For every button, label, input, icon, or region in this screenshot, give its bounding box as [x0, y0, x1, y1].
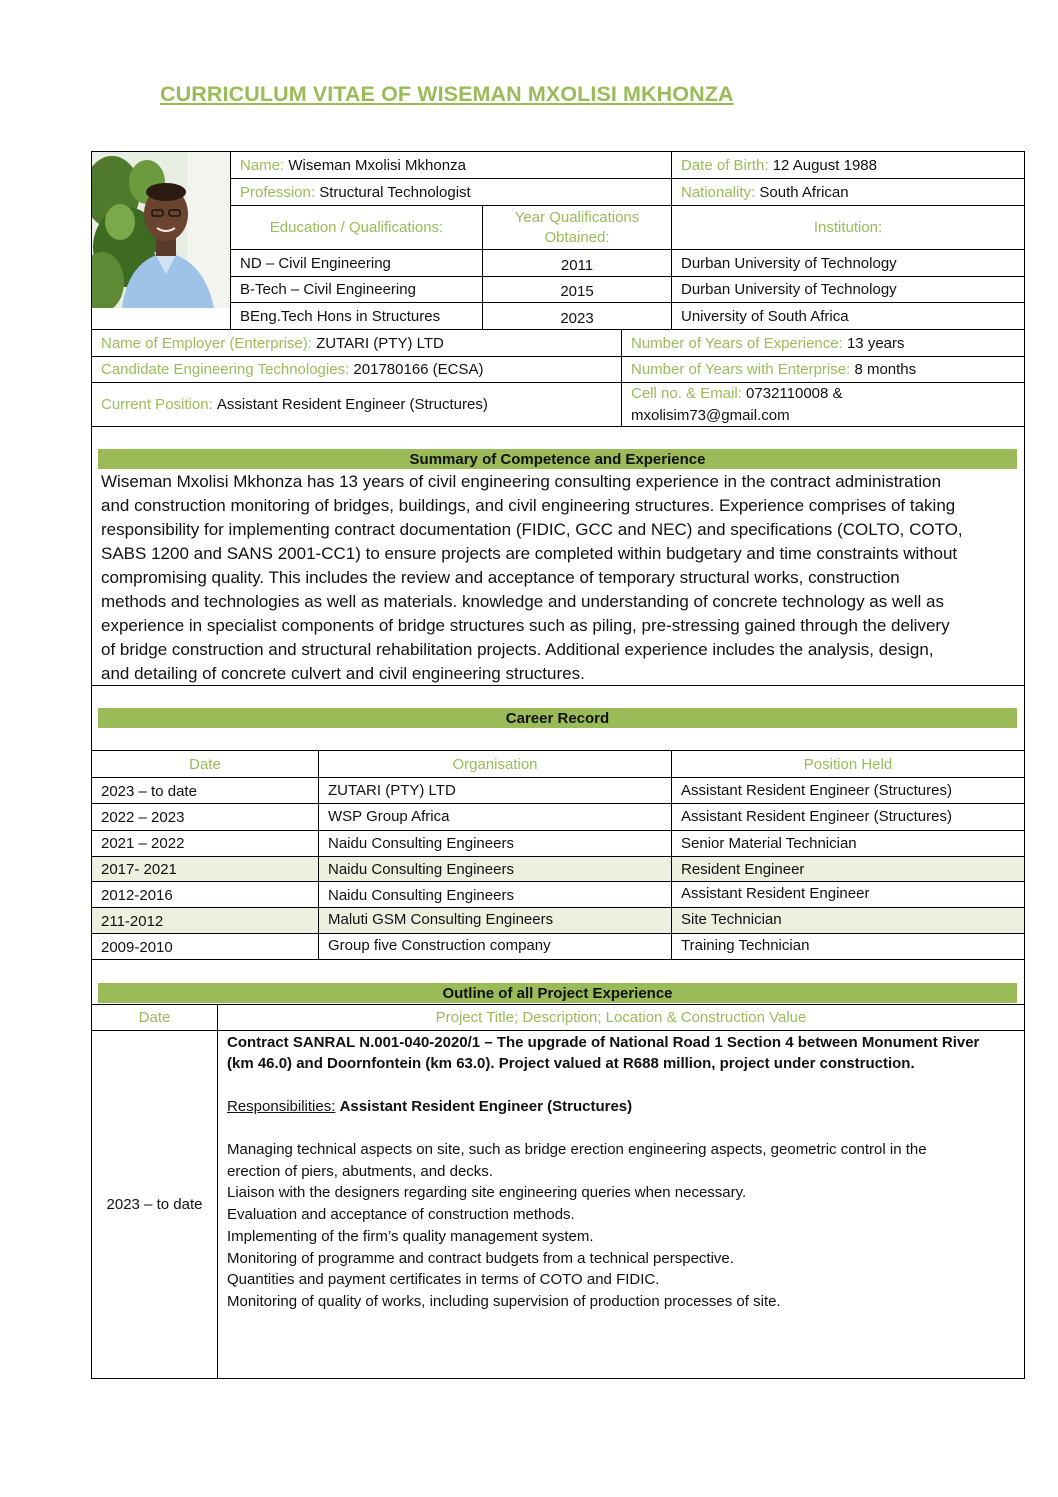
- career-position: Assistant Resident Engineer (Structures): [681, 807, 952, 825]
- summary-line: experience in specialist components of bridge structures such as piling, pre-stressing gained through the delivery: [101, 616, 950, 635]
- employer-value: ZUTARI (PTY) LTD: [316, 334, 444, 352]
- page-title: CURRICULUM VITAE OF WISEMAN MXOLISI MKHONZA: [160, 82, 734, 106]
- name-label: Name:: [240, 156, 285, 174]
- edu-qualification: ND – Civil Engineering: [240, 254, 391, 272]
- summary-heading: Summary of Competence and Experience: [98, 449, 1017, 469]
- summary-line: Wiseman Mxolisi Mkhonza has 13 years of civil engineering consulting experience in the contract administration: [101, 472, 942, 491]
- duty-line: Monitoring of programme and contract budgets from a technical perspective.: [227, 1249, 734, 1267]
- summary-line: SABS 1200 and SANS 2001-CC1) to ensure projects are completed within budgetary and time constraints without: [101, 544, 958, 563]
- career-date: 211-2012: [101, 912, 164, 930]
- experience-value: 13 years: [846, 334, 905, 352]
- duty-line: Evaluation and acceptance of construction methods.: [227, 1206, 575, 1224]
- nationality-label: Nationality:: [681, 183, 756, 201]
- position-value: Assistant Resident Engineer (Structures): [216, 396, 488, 413]
- project-duties: [227, 1139, 1017, 1313]
- projects-heading: Outline of all Project Experience: [98, 983, 1017, 1003]
- cell-value: 0732110008 &: [746, 385, 843, 402]
- enterprise-years-value: 8 months: [854, 361, 917, 378]
- edu-header-qualification: Education / Qualifications:: [269, 219, 444, 236]
- project-title-line: Contract SANRAL N.001-040-2020/1 – The upgrade of National Road 1 Section 4 between Monument River: [227, 1034, 980, 1051]
- career-org: Maluti GSM Consulting Engineers: [328, 910, 554, 928]
- career-date: 2021 – 2022: [101, 834, 185, 852]
- duty-line: Quantities and payment certificates in terms of COTO and FIDIC.: [227, 1271, 660, 1289]
- edu-year: 2011: [560, 256, 594, 274]
- profession-label: Profession:: [240, 183, 316, 201]
- career-date: 2012-2016: [101, 886, 173, 904]
- experience-label: Number of Years of Experience:: [631, 334, 843, 352]
- summary-line: and detailing of concrete culvert and civil engineering structures.: [101, 664, 585, 683]
- career-org: Naidu Consulting Engineers: [328, 834, 514, 852]
- career-position: Training Technician: [681, 936, 810, 954]
- summary-line: compromising quality. This includes the review and acceptance of temporary structural works, construction: [101, 568, 900, 587]
- enterprise-years-label: Number of Years with Enterprise:: [631, 361, 851, 378]
- profession-value: Structural Technologist: [319, 183, 471, 201]
- edu-institution: Durban University of Technology: [681, 281, 897, 298]
- duty-line: erection of piers, abutments, and decks.: [227, 1162, 493, 1180]
- project-responsibilities: [227, 1096, 1017, 1118]
- person-photo-icon: [92, 152, 230, 308]
- summary-line: responsibility for implementing contract documentation (FIDIC, GCC and NEC) and specifications (COLTO, COTO,: [101, 520, 963, 539]
- career-header-date: Date: [189, 755, 221, 773]
- duty-line: Liaison with the designers regarding site engineering queries when necessary.: [227, 1184, 747, 1202]
- edu-institution: Durban University of Technology: [681, 254, 897, 272]
- responsibilities-value: Assistant Resident Engineer (Structures): [339, 1098, 633, 1115]
- career-position: Site Technician: [681, 910, 782, 928]
- career-org: Group five Construction company: [328, 936, 551, 954]
- dob-label: Date of Birth:: [681, 156, 769, 174]
- career-org: WSP Group Africa: [328, 807, 450, 825]
- edu-institution: University of South Africa: [681, 307, 849, 325]
- project-title-line: (km 46.0) and Doornfontein (km 63.0). Project valued at R688 million, project under construction.: [227, 1055, 915, 1072]
- career-date: 2017- 2021: [101, 860, 177, 878]
- dob-value: 12 August 1988: [772, 156, 877, 174]
- cell-email-label: Cell no. & Email:: [631, 385, 742, 402]
- career-position: Assistant Resident Engineer (Structures): [681, 781, 952, 799]
- edu-qualification: B-Tech – Civil Engineering: [240, 281, 416, 298]
- summary-text: [101, 470, 1015, 686]
- career-org: Naidu Consulting Engineers: [328, 886, 514, 904]
- career-date: 2009-2010: [101, 938, 173, 956]
- career-position: Resident Engineer: [681, 860, 805, 878]
- career-heading: Career Record: [98, 708, 1017, 728]
- projects-header-title: Project Title; Description; Location & Construction Value: [435, 1009, 807, 1026]
- edu-year: 2023: [560, 309, 594, 327]
- edu-qualification: BEng.Tech Hons in Structures: [240, 307, 441, 325]
- profile-photo: [92, 152, 230, 308]
- email-value: mxolisim73@gmail.com: [631, 407, 790, 424]
- career-header-position: Position Held: [803, 755, 893, 773]
- edu-header-institution: Institution:: [813, 219, 883, 236]
- position-label: Current Position:: [101, 396, 213, 413]
- edu-year: 2015: [560, 283, 594, 300]
- duty-line: Managing technical aspects on site, such as bridge erection engineering aspects, geometric control in the: [227, 1141, 927, 1158]
- duty-line: Monitoring of quality of works, including supervision of production processes of site.: [227, 1292, 781, 1310]
- project-title: [227, 1032, 1017, 1074]
- career-org: Naidu Consulting Engineers: [328, 860, 514, 878]
- employer-label: Name of Employer (Enterprise):: [101, 334, 312, 352]
- summary-line: and construction monitoring of bridges, buildings, and civil engineering structures. Experience comprises of taking: [101, 496, 956, 515]
- duty-line: Implementing of the firm’s quality management system.: [227, 1227, 594, 1245]
- candidate-label: Candidate Engineering Technologies:: [101, 361, 350, 378]
- responsibilities-label: Responsibilities:: [227, 1098, 336, 1115]
- edu-header-year: Year Qualifications Obtained:: [514, 208, 640, 246]
- summary-line: methods and technologies as well as materials. knowledge and understanding of concrete technology as well as: [101, 592, 944, 611]
- career-position: Assistant Resident Engineer: [681, 884, 870, 902]
- candidate-value: 201780166 (ECSA): [353, 361, 484, 378]
- summary-line: of bridge construction and structural rehabilitation projects. Additional experience includes the analysis, design,: [101, 640, 934, 659]
- career-org: ZUTARI (PTY) LTD: [328, 781, 456, 799]
- career-date: 2023 – to date: [101, 782, 197, 800]
- name-value: Wiseman Mxolisi Mkhonza: [288, 156, 466, 174]
- career-position: Senior Material Technician: [681, 834, 857, 852]
- nationality-value: South African: [759, 183, 849, 201]
- projects-header-date: Date: [138, 1009, 171, 1026]
- career-date: 2022 – 2023: [101, 808, 185, 826]
- project-date: 2023 – to date: [106, 1195, 203, 1213]
- career-header-organisation: Organisation: [452, 755, 538, 773]
